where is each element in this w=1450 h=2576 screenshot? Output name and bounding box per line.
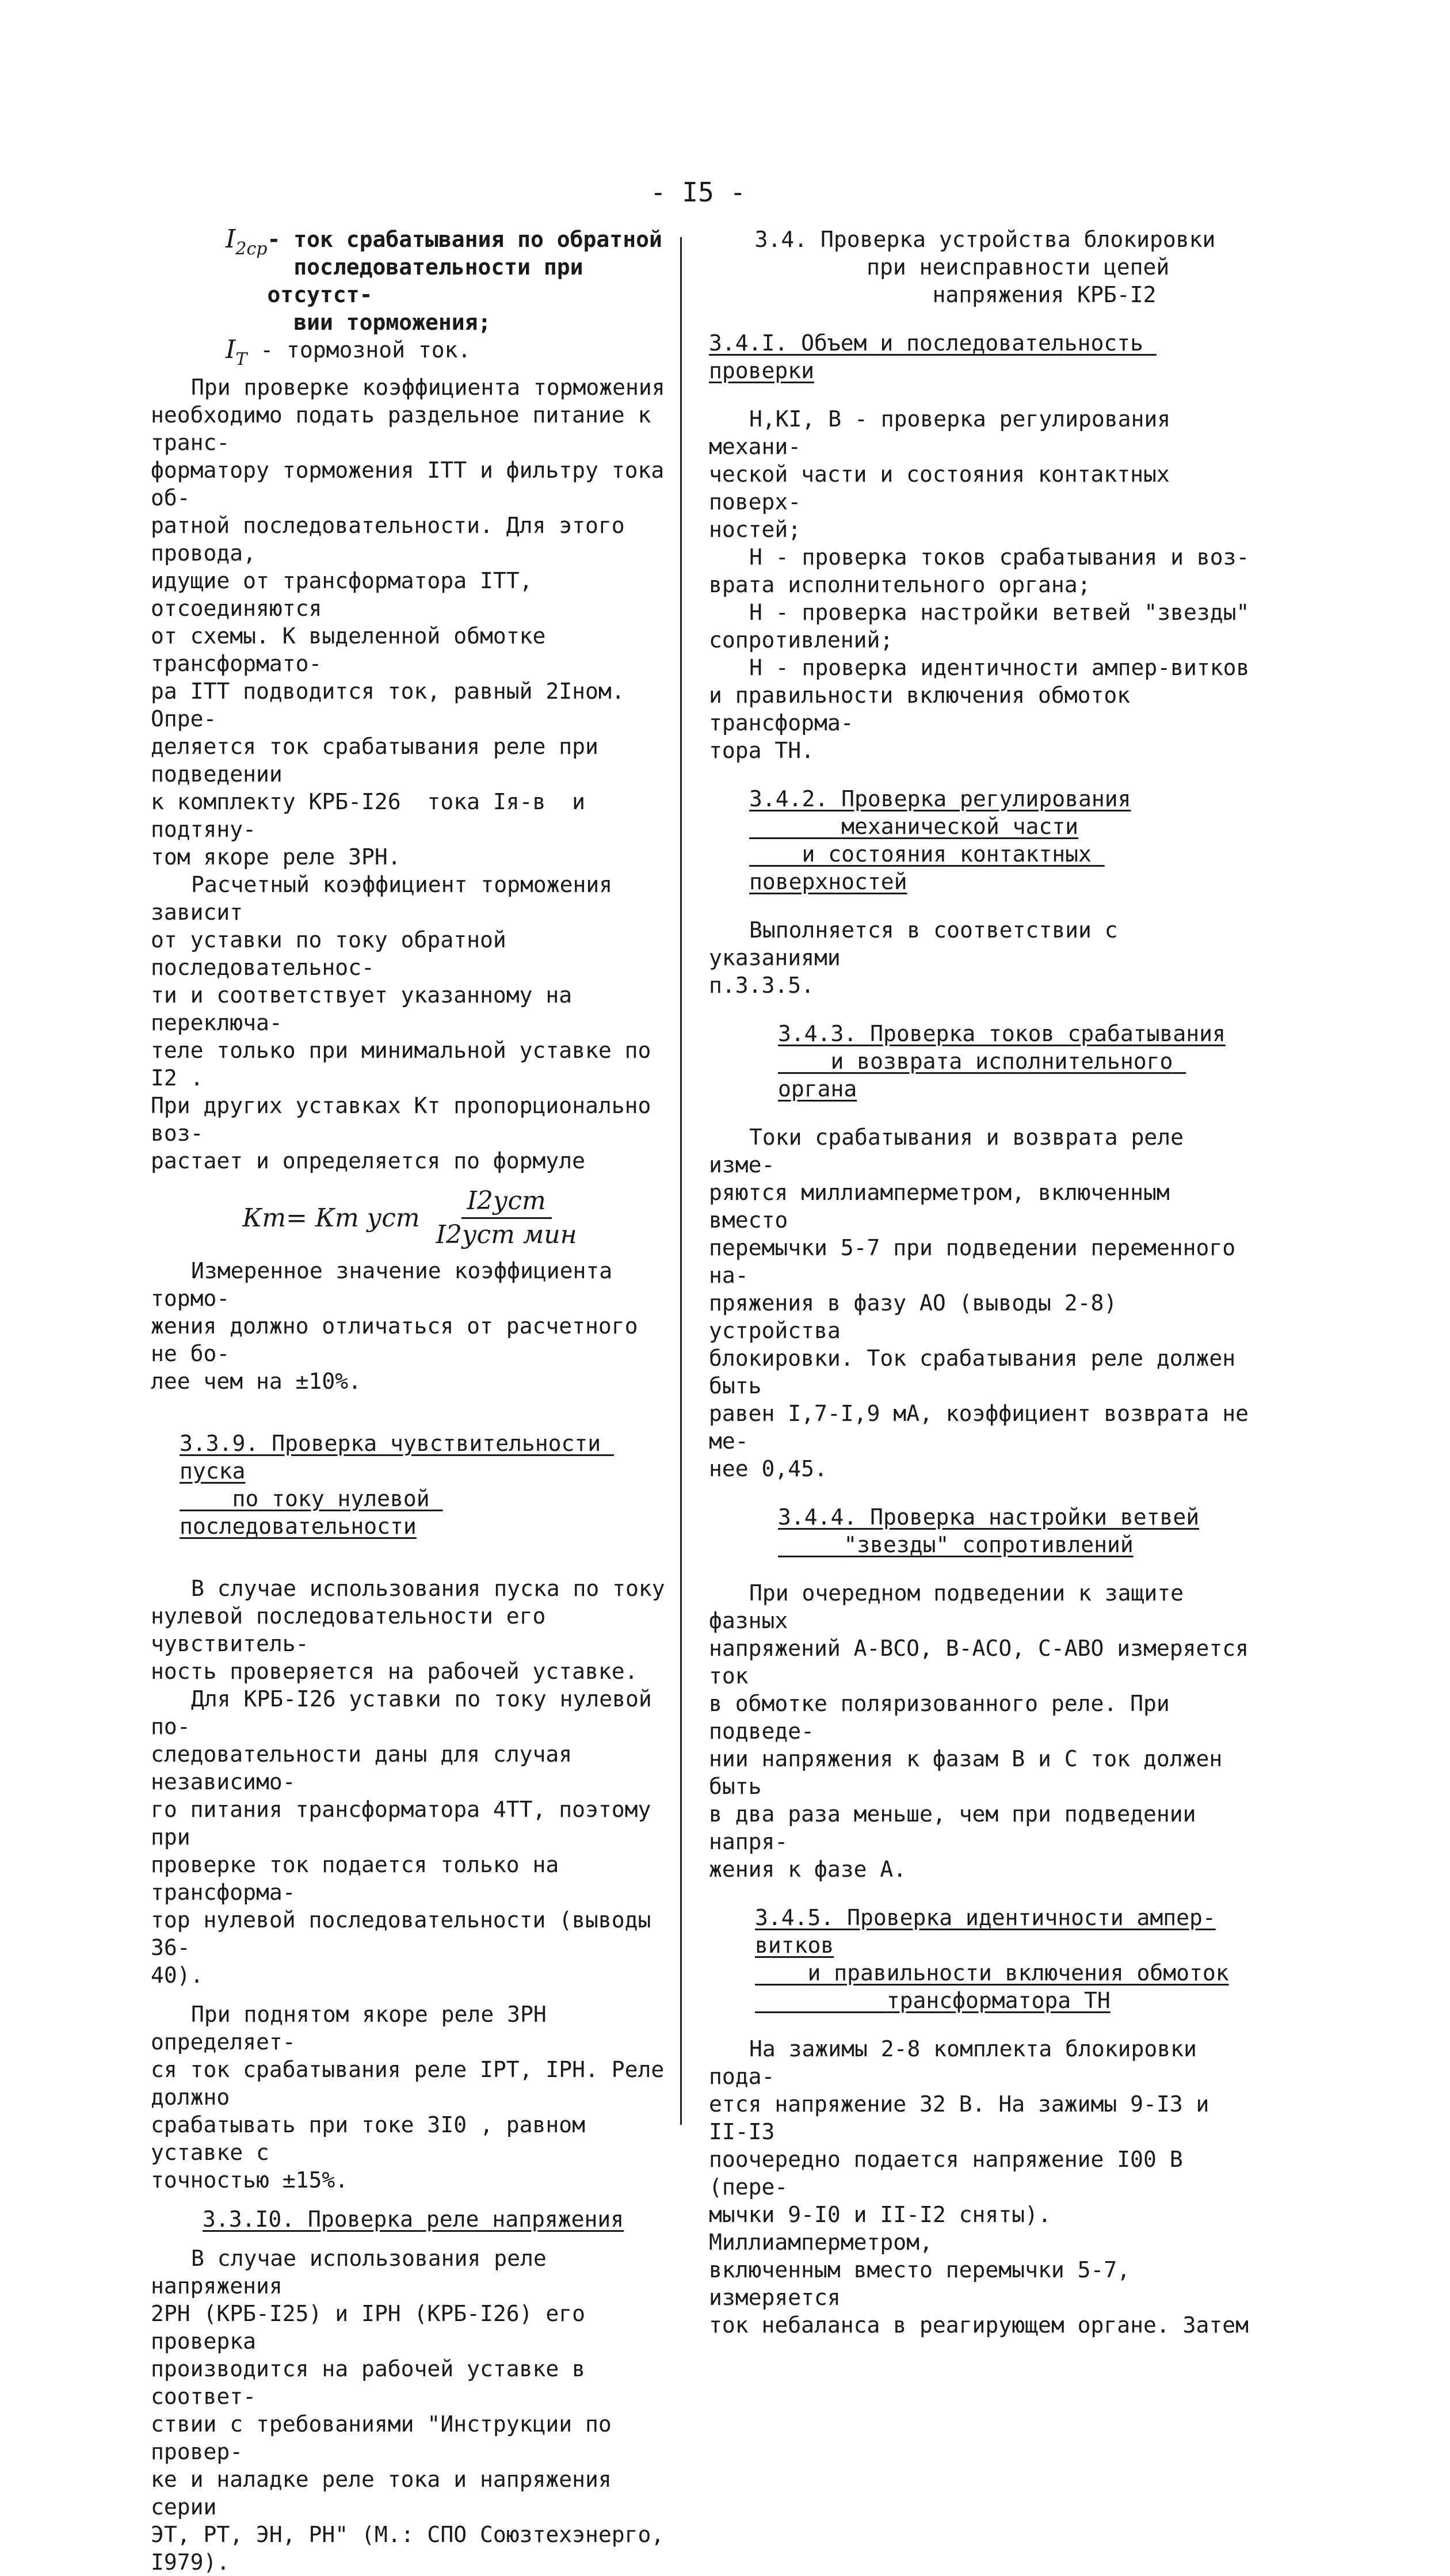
paragraph-voltage-relay: В случае использования реле напряжения 2РН (КРБ-I25) и IРН (КРБ-I26) его проверка производится на рабочей уставке в соответ- ствии с требованиями "Инструкции по провер- ке и наладке реле тока и напряжения серии ЭТ, РТ, ЭН, РН" (М.: СПО Союзтехэнерго, I979).: [151, 2246, 665, 2575]
heading-3-4-3: 3.4.3. Проверка токов срабатывания и возврата исполнительного органа: [778, 1021, 1226, 1102]
heading-3-3-10: 3.3.I0. Проверка реле напряжения: [203, 2207, 624, 2232]
paragraph-zero-sequence-use: В случае использования пуска по току нулевой последовательности его чувствитель- ность проверяется на рабочей уставке.: [151, 1576, 665, 1684]
paragraph-braking-check: При проверке коэффициента торможения необходимо подать раздельное питание к транс- форматору торможения ITT и фильтру тока об- ратной последовательности. Для этого провода, идущие от трансформатора ITT, отсоединяются от схемы. К выделенной обмотке трансформато- ра ITT подводится ток, равный 2Iном. Опре- деляется ток срабатывания реле при подведении к комплекту КРБ-I26 тока Iя-в и подтяну- том якоре реле 3РН.: [151, 375, 665, 870]
left-column: [151, 226, 674, 2576]
definition-i2sr-text: - ток срабатывания по обратной последовательности при отсутст- вии торможения;: [267, 227, 662, 335]
heading-3-4-5: 3.4.5. Проверка идентичности ампер-витков и правильности включения обмоток трансформатора ТН: [755, 1905, 1229, 2013]
item-mechanical-check: Н,КI, В - проверка регулирования механи- ческой части и состояния контактных поверх- ностей;: [709, 406, 1171, 542]
column-divider: [680, 237, 682, 2125]
heading-3-4-4: 3.4.4. Проверка настройки ветвей "звезды" сопротивлений: [778, 1504, 1200, 1557]
formula-numerator: I2уст: [461, 1187, 552, 1219]
paragraph-krb126-settings: Для КРБ-I26 уставки по току нулевой по- следовательности даны для случая независимо- го питания трансформатора 4ТТ, поэтому при проверке ток подается только на трансформа- тор нулевой последовательности (выводы 36- 40).: [151, 1686, 652, 1988]
paragraph-raised-armature: При поднятом якоре реле 3РН определяет- ся ток срабатывания реле IРТ, IРН. Реле должно срабатывать при токе 3I0 , равном уставке с точностью ±15%.: [151, 2002, 665, 2193]
heading-3-4: 3.4. Проверка устройства блокировки при неисправности цепей напряжения КРБ-I2: [754, 227, 1216, 307]
definition-i2sr: [226, 226, 674, 336]
symbol-i2sr: $I_{2ср}$: [226, 224, 268, 259]
formula-kt: [151, 1187, 674, 1249]
symbol-it: $I_Т$: [226, 335, 247, 369]
right-column: [709, 226, 1261, 2339]
formula-fraction: [430, 1187, 583, 1249]
formula-denominator: I2уст мин: [436, 1220, 577, 1249]
paragraph-phase-voltages: При очередном подведении к защите фазных напряжений А-ВСО, В-АСО, С-АВО измеряется ток в обмотке поляризованного реле. При подведе- нии напряжения к фазам В и С ток должен быть в два раза меньше, чем при подведении напря- жения к фазе А.: [709, 1580, 1249, 1882]
item-ampere-turns: Н - проверка идентичности ампер-витков и правильности включения обмоток трансформа- тора ТН.: [709, 655, 1250, 763]
item-pickup-currents: Н - проверка токов срабатывания и воз- врата исполнительного органа;: [709, 544, 1250, 597]
heading-3-4-2: 3.4.2. Проверка регулирования механической части и состояния контактных поверхностей: [749, 786, 1131, 894]
definition-it-text: - тормозной ток.: [247, 337, 471, 363]
item-star-branches: Н - проверка настройки ветвей "звезды" сопротивлений;: [709, 600, 1250, 653]
paragraph-terminals-voltage: На зажимы 2-8 комплекта блокировки пода- ется напряжение 32 В. На зажимы 9-I3 и II-I3 поочередно подается напряжение I00 В (пере- мычки 9-I0 и II-I2 сняты). Миллиамперметром, включенным вместо перемычки 5-7, измеряется ток небаланса в реагирующем органе. Затем: [709, 2036, 1249, 2338]
paragraph-measured-value: Измеренное значение коэффициента тормо- жения должно отличаться от расчетного не бо- лее чем на ±10%.: [151, 1258, 638, 1394]
heading-3-4-1: 3.4.I. Объем и последовательность проверки: [709, 330, 1157, 383]
paragraph-braking-coefficient: Расчетный коэффициент торможения зависит от уставки по току обратной последовательнос- ти и соответствует указанному на переключа- теле только при минимальной уставке по I2 . При других уставках Кт пропорционально воз- растает и определяется по формуле: [151, 872, 651, 1173]
heading-3-3-9: 3.3.9. Проверка чувствительности пуска по току нулевой последовательности: [180, 1431, 601, 1539]
paragraph-pickup-reset-currents: Токи срабатывания и возврата реле изме- ряются миллиамперметром, включенным вместо перемычки 5-7 при подведении переменного на- пряжения в фазу АО (выводы 2-8) устройства блокировки. Ток срабатывания реле должен быть равен I,7-I,9 мА, коэффициент возврата не ме- нее 0,45.: [709, 1125, 1249, 1481]
page-number: - I5 -: [650, 177, 746, 208]
definition-it: [226, 336, 674, 374]
paragraph-per-3-3-5: Выполняется в соответствии с указаниями п.3.3.5.: [709, 917, 1118, 998]
formula-lhs: Кт= Кт уст: [242, 1203, 420, 1233]
